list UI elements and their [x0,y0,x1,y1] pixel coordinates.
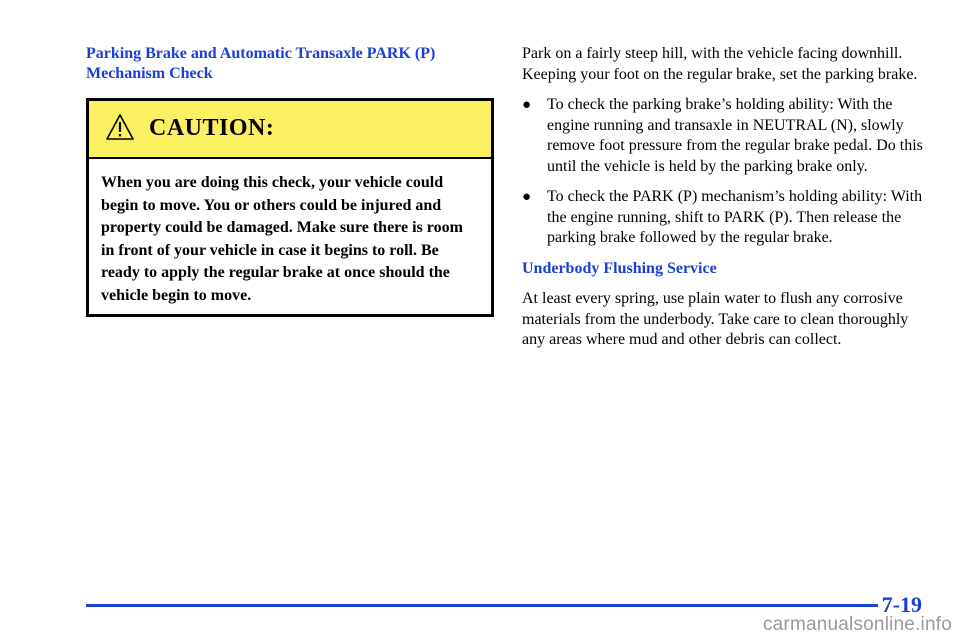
bullet-icon: ● [522,189,532,205]
warning-triangle-icon [105,113,135,141]
paragraph-underbody: At least every spring, use plain water to flush any corrosive materials from the underbody. Take care to clean thoroughly any areas where mud and other debris can collect. [522,290,909,348]
list-item [522,187,932,249]
caution-header [89,101,491,159]
caution-box [86,98,494,317]
bullet-text: To check the PARK (P) mechanism’s holding ability: With the engine running, shift to PARK (P). Then release the parking brake followed by the regular brake. [547,188,923,246]
right-column [522,44,932,351]
watermark: carmanualsonline.info [762,614,952,635]
section-heading-underbody: Underbody Flushing Service [522,259,717,277]
bullet-icon: ● [522,97,532,113]
page-number: 7-19 [881,592,922,617]
footer-divider [86,604,878,607]
bullet-text: To check the parking brake’s holding ability: With the engine running and transaxle in NEUTRAL (N), slowly remove foot pressure from the regular brake pedal. Do this until the vehicle is held by the parking brake only. [547,96,923,175]
paragraph-park-on-hill: Park on a fairly steep hill, with the vehicle facing downhill. Keeping your foot on the regular brake, set the parking brake. [522,45,918,83]
section-heading-parking-brake-check: Parking Brake and Automatic Transaxle PARK (P) Mechanism Check [86,45,436,82]
list-item [522,95,932,177]
caution-title: CAUTION: [149,115,275,141]
caution-text: When you are doing this check, your vehicle could begin to move. You or others could be injured and property could be damaged. Make sure there is room in front of your vehicle in case it begins to roll. Be ready to apply the regular brake at once should the vehicle begin to move. [101,174,463,304]
